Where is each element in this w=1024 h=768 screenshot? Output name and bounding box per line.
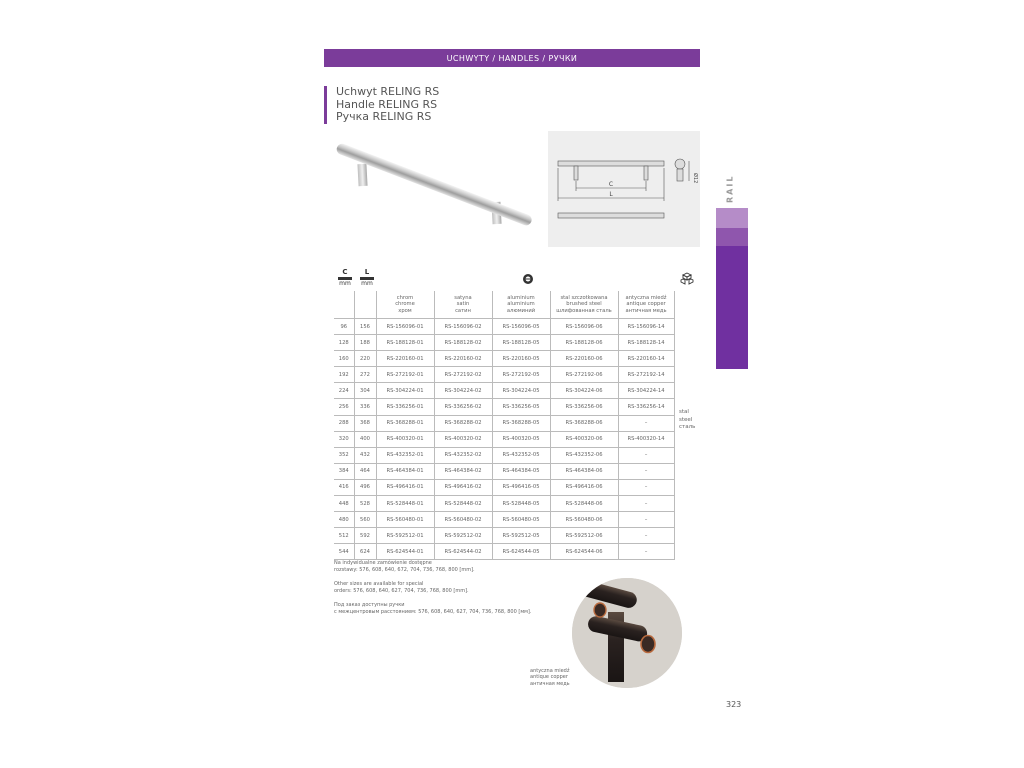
header-material (674, 291, 700, 319)
l-icon-letter: L (364, 268, 370, 276)
table-cell: 128 (334, 335, 354, 351)
table-cell: RS-592512-02 (434, 528, 492, 544)
table-cell: RS-528448-05 (492, 496, 550, 512)
table-cell: RS-188128-05 (492, 335, 550, 351)
material-cell (674, 319, 700, 335)
table-cell: RS-336256-14 (618, 399, 674, 415)
material-cell (674, 351, 700, 367)
material-cell (674, 528, 700, 544)
technical-drawing (548, 131, 700, 247)
table-cell: RS-272192-02 (434, 367, 492, 383)
material-cell (674, 479, 700, 495)
table-cell: 560 (354, 512, 376, 528)
table-cell: RS-336256-01 (376, 399, 434, 415)
header-chrome: chrom chrome хром (376, 291, 434, 319)
table-cell: RS-496416-01 (376, 479, 434, 495)
table-cell: – (618, 447, 674, 463)
table-cell: RS-624544-02 (434, 544, 492, 560)
table-cell: RS-220160-06 (550, 351, 618, 367)
side-tab-stripe-light (716, 208, 748, 228)
table-cell: RS-496416-02 (434, 479, 492, 495)
l-icon-unit: mm (361, 280, 373, 287)
table-cell: RS-464384-05 (492, 463, 550, 479)
table-cell: 352 (334, 447, 354, 463)
table-cell: 432 (354, 447, 376, 463)
table-cell: – (618, 528, 674, 544)
table-cell: 272 (354, 367, 376, 383)
table-row (334, 383, 700, 399)
material-ru: сталь (679, 424, 696, 430)
title-pl: Uchwyt RELING RS (336, 85, 440, 98)
table-row (334, 463, 700, 479)
table-cell: RS-432352-06 (550, 447, 618, 463)
header-aluminium: aluminium aluminium алюминий (492, 291, 550, 319)
table-cell: RS-220160-02 (434, 351, 492, 367)
table-cell: RS-188128-01 (376, 335, 434, 351)
table-cell: RS-304224-01 (376, 383, 434, 399)
caption-pl: antyczna miedź (530, 668, 570, 674)
table-cell: 220 (354, 351, 376, 367)
table-cell: RS-156096-06 (550, 319, 618, 335)
table-cell: RS-272192-05 (492, 367, 550, 383)
drawing-label-l: L (609, 191, 613, 198)
header-brushed-steel: stal szczotkowana brushed steel шлифованная сталь (550, 291, 618, 319)
table-cell: RS-624544-01 (376, 544, 434, 560)
side-tab-stripe-dark (716, 246, 748, 369)
table-cell: RS-400320-01 (376, 431, 434, 447)
table-cell: RS-560480-02 (434, 512, 492, 528)
table-cell: – (618, 544, 674, 560)
cubes-icon (680, 272, 694, 286)
table-cell: 512 (334, 528, 354, 544)
table-row (334, 528, 700, 544)
table-cell: 448 (334, 496, 354, 512)
table-cell: 160 (334, 351, 354, 367)
table-cell: RS-432352-05 (492, 447, 550, 463)
table-cell: RS-304224-14 (618, 383, 674, 399)
rail-tab-label: RAIL (725, 174, 735, 204)
table-cell: RS-528448-02 (434, 496, 492, 512)
table-cell: RS-432352-02 (434, 447, 492, 463)
table-cell: RS-220160-14 (618, 351, 674, 367)
table-cell: RS-560480-06 (550, 512, 618, 528)
table-cell: 320 (334, 431, 354, 447)
caption-en: antique copper (530, 674, 568, 681)
table-row (334, 367, 700, 383)
table-cell: 528 (354, 496, 376, 512)
table-cell: 192 (334, 367, 354, 383)
material-cell (674, 335, 700, 351)
section-header-text: UCHWYTY / HANDLES / РУЧКИ (446, 53, 578, 63)
table-cell: RS-272192-14 (618, 367, 674, 383)
screw-icon (522, 273, 534, 285)
table-cell: RS-560480-05 (492, 512, 550, 528)
note-pl: Na indywidualne zamówienie dostępne rozstawy: 576, 608, 640, 672, 704, 736, 768, 800 [mm]. (334, 560, 475, 573)
antique-copper-photo (572, 578, 682, 688)
product-photo (334, 140, 534, 230)
material-cell (674, 383, 700, 399)
table-cell: RS-400320-05 (492, 431, 550, 447)
table-cell: 304 (354, 383, 376, 399)
table-cell: RS-188128-14 (618, 335, 674, 351)
material-cell (674, 463, 700, 479)
table-cell: 188 (354, 335, 376, 351)
table-cell: RS-624544-05 (492, 544, 550, 560)
table-cell: 336 (354, 399, 376, 415)
spec-table-header (334, 291, 700, 319)
table-cell: RS-272192-06 (550, 367, 618, 383)
table-cell: RS-464384-06 (550, 463, 618, 479)
table-cell: RS-304224-06 (550, 383, 618, 399)
table-cell: RS-156096-05 (492, 319, 550, 335)
table-cell: RS-156096-02 (434, 319, 492, 335)
table-cell: – (618, 496, 674, 512)
rail-side-tab (716, 208, 748, 369)
table-cell: RS-496416-05 (492, 479, 550, 495)
table-cell: RS-592512-06 (550, 528, 618, 544)
l-dimension-icon (360, 269, 374, 289)
table-row (334, 431, 700, 447)
table-cell: RS-220160-01 (376, 351, 434, 367)
material-cell (674, 431, 700, 447)
table-cell: 288 (334, 415, 354, 431)
table-cell: 156 (354, 319, 376, 335)
note-ru: Под заказ доступны ручки с межцентровым расстоянием: 576, 608, 640, 627, 704, 736, 768, 800 [мм]. (334, 602, 532, 615)
table-icon-row (324, 269, 700, 291)
side-tab-stripe-mid (716, 228, 748, 246)
table-cell: RS-188128-06 (550, 335, 618, 351)
table-cell: RS-156096-01 (376, 319, 434, 335)
material-cell (674, 367, 700, 383)
table-cell: RS-592512-01 (376, 528, 434, 544)
spec-table (334, 291, 700, 560)
table-row (334, 319, 700, 335)
header-satin: satyna satin сатин (434, 291, 492, 319)
table-row (334, 496, 700, 512)
table-cell: – (618, 463, 674, 479)
material-en: steel (679, 416, 693, 423)
table-cell: RS-400320-14 (618, 431, 674, 447)
table-cell: 624 (354, 544, 376, 560)
table-cell: 256 (334, 399, 354, 415)
title-en: Handle RELING RS (336, 97, 438, 111)
table-cell: RS-496416-06 (550, 479, 618, 495)
table-row (334, 512, 700, 528)
table-cell: 464 (354, 463, 376, 479)
table-cell: 384 (334, 463, 354, 479)
header-c (334, 291, 354, 319)
handle-leg-left (357, 164, 367, 186)
table-cell: 96 (334, 319, 354, 335)
c-icon-letter: C (342, 268, 348, 276)
table-row (334, 415, 700, 431)
table-cell: 480 (334, 512, 354, 528)
special-order-notes (334, 560, 574, 624)
table-cell: 400 (354, 431, 376, 447)
table-cell: RS-304224-02 (434, 383, 492, 399)
table-row (334, 351, 700, 367)
table-row (334, 335, 700, 351)
material-cell (674, 544, 700, 560)
table-cell: – (618, 479, 674, 495)
table-cell: RS-368288-06 (550, 415, 618, 431)
table-cell: RS-220160-05 (492, 351, 550, 367)
c-dimension-icon (338, 269, 352, 289)
material-pl: stal (679, 409, 689, 415)
table-cell: RS-528448-01 (376, 496, 434, 512)
table-row (334, 479, 700, 495)
table-cell: RS-368288-01 (376, 415, 434, 431)
table-row (334, 544, 700, 560)
drawing-label-c: C (608, 181, 614, 188)
c-icon-unit: mm (339, 280, 351, 287)
title-ru: Ручка RELING RS (336, 110, 432, 123)
table-cell: RS-188128-02 (434, 335, 492, 351)
table-cell: RS-336256-02 (434, 399, 492, 415)
table-cell: RS-304224-05 (492, 383, 550, 399)
note-en: Other sizes are available for special orders: 576, 608, 640, 627, 704, 736, 768, 800 [mm]. (334, 581, 469, 594)
drawing-label-diameter: Ø12 (692, 173, 698, 184)
table-cell: 416 (334, 479, 354, 495)
table-cell: 496 (354, 479, 376, 495)
table-cell: RS-272192-01 (376, 367, 434, 383)
section-header (324, 49, 700, 67)
table-cell: 544 (334, 544, 354, 560)
table-cell: RS-336256-06 (550, 399, 618, 415)
table-cell: RS-464384-02 (434, 463, 492, 479)
material-note (679, 409, 695, 432)
table-cell: RS-336256-05 (492, 399, 550, 415)
table-cell: 368 (354, 415, 376, 431)
table-cell: RS-368288-05 (492, 415, 550, 431)
material-cell (674, 512, 700, 528)
material-cell (674, 447, 700, 463)
table-cell: RS-156096-14 (618, 319, 674, 335)
table-cell: 592 (354, 528, 376, 544)
table-cell: RS-400320-06 (550, 431, 618, 447)
table-cell: RS-368288-02 (434, 415, 492, 431)
product-title (324, 86, 439, 124)
table-cell: RS-432352-01 (376, 447, 434, 463)
table-cell: – (618, 512, 674, 528)
table-cell: 224 (334, 383, 354, 399)
table-cell: RS-464384-01 (376, 463, 434, 479)
table-row (334, 447, 700, 463)
table-cell: – (618, 415, 674, 431)
header-l (354, 291, 376, 319)
photo-caption (530, 668, 570, 687)
caption-ru: античная медь (530, 680, 570, 687)
material-cell (674, 496, 700, 512)
page-number: 323 (726, 700, 742, 709)
table-cell: RS-528448-06 (550, 496, 618, 512)
table-row (334, 399, 700, 415)
header-antique-copper: antyczna miedź antique copper античная медь (618, 291, 674, 319)
table-cell: RS-400320-02 (434, 431, 492, 447)
table-cell: RS-624544-06 (550, 544, 618, 560)
table-cell: RS-560480-01 (376, 512, 434, 528)
table-cell: RS-592512-05 (492, 528, 550, 544)
